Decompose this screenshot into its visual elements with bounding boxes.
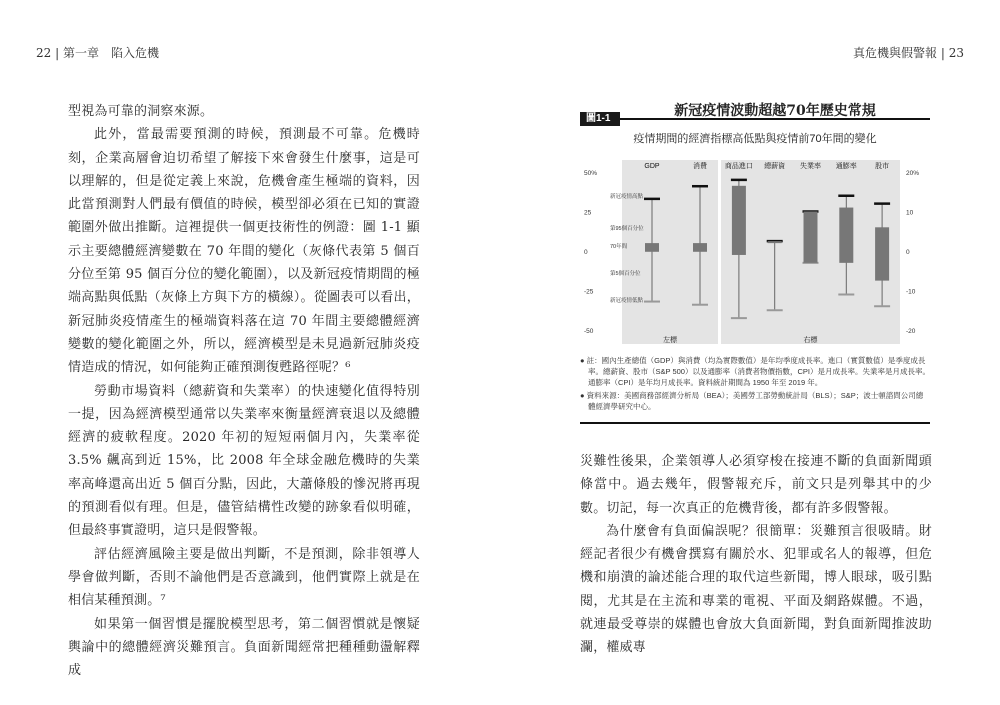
figure-source: ● 資料來源：美國商務部經濟分析局（BEA）；美國勞工部勞動統計局（BLS）；S&P；波士頓諮問公司總體經濟學研究中心。: [580, 391, 924, 411]
y-tick-label: -50: [584, 328, 594, 335]
figure-note: ● 註：國內生產總值（GDP）與消費（均為實際數值）是年均季度成長率。進口（實質數值）是季度成長率。總薪資、股市（S&P 500）以及通膨率（消費者物價指數，CPI）是月成長率。失業率是月成長率。通膨率（CPI）是年均月成長率。資料統計期間為 1950 年至 2019 年。: [580, 356, 930, 387]
figure-1-1: [580, 100, 930, 425]
paragraph: 為什麼會有負面偏誤呢？很簡單：災難預言很吸睛。財經記者很少有機會撰寫有關於水、犯罪或名人的報導，但危機和崩潰的論述能合理的取代這些新聞，博人眼球，吸引點閱，尤其是在主流和專業的電視、平面及網路媒體。不過，就連最受尊崇的媒體也會放大負面新聞，對負面新聞推波助瀾，權威專: [580, 523, 932, 656]
legend-annotation: 70年間: [610, 244, 628, 250]
percentile-box: [732, 186, 746, 255]
y-tick-label: -20: [906, 328, 916, 335]
figure-title-row: [580, 100, 930, 122]
running-header-left: 22 | 第一章 陷入危機: [36, 46, 159, 60]
category-label: 通膨率: [835, 163, 857, 170]
y-tick-label: 50%: [584, 170, 598, 177]
percentile-box: [875, 227, 889, 280]
category-label: 股市: [875, 163, 890, 170]
legend-annotation: 新冠疫情低點: [610, 298, 644, 304]
percentile-box: [804, 212, 818, 263]
y-tick-label: -25: [584, 288, 594, 296]
panel-label: 右標: [803, 337, 818, 344]
figure-subtitle: 疫情期間的經濟指標高低點與疫情前70年間的變化: [633, 133, 877, 145]
legend-annotation: 新冠疫情高點: [610, 194, 644, 200]
y-tick-label: -10: [906, 288, 916, 296]
legend-annotation: 第5個百分位: [610, 271, 641, 277]
paragraph: 型視為可靠的洞察來源。: [68, 104, 214, 119]
paragraph: 評估經濟風險主要是做出判斷，不是預測，除非領導人學會做判斷，否則不論他們是否意識到，他們實際上就是在相信某種預測。⁷: [68, 546, 420, 609]
y-tick-label: 10: [906, 209, 914, 217]
category-label: 失業率: [800, 163, 821, 170]
right-page-body: [580, 450, 932, 660]
percentile-box: [645, 243, 659, 252]
figure-bottom-rule: [580, 422, 930, 424]
category-label: GDP: [644, 163, 660, 170]
legend-annotation: 第95個百分位: [610, 226, 644, 232]
left-page-body: [68, 100, 420, 682]
chart-panel-bg: [622, 160, 718, 344]
paragraph: 此外，當最需要預測的時候，預測最不可靠。危機時刻，企業高層會迫切希望了解接下來會發生什麼事，這是可以理解的，但是從定義上來說，危機會產生極端的資料，因此當預測對人們最有價值的時候，模型卻必須在已知的實證範圍外做出推斷。這裡提供一個更技術性的例證：圖 1-1 顯示主要總體經濟變數在 70 年間的變化（灰條代表第 5 個百分位至第 95 個百分位的變化範圍），以及新冠疫情期間的極端高點與低點（灰條上方與下方的橫線）。從圖表可以看出，新冠肺炎疫情產生的極端資料落在這 70 年間主要總體經濟變數的變化範圍之外，所以，經濟模型是未見過新冠肺炎疫情造成的情況，如何能夠正確預測復甦路徑呢？⁶: [68, 127, 420, 376]
panel-label: 左標: [663, 337, 677, 344]
y-tick-label: 20%: [906, 170, 920, 177]
percentile-box: [768, 241, 782, 243]
paragraph: 災難性後果，企業領導人必須穿梭在接連不斷的負面新聞頭條當中。過去幾年，假警報充斥，前文只是列舉其中的少數。切記，每一次真正的危機背後，都有許多假警報。: [580, 454, 932, 516]
percentile-box: [839, 208, 853, 263]
percentile-box: [693, 243, 707, 252]
category-label: 總薪資: [764, 163, 786, 170]
category-label: 消費: [693, 163, 707, 170]
running-header-right: 真危機與假警報 | 23: [853, 46, 964, 60]
paragraph: 如果第一個習慣是擺脫模型思考，第二個習慣就是懷疑輿論中的總體經濟災難預言。負面新聞經常把種種動盪解釋成: [68, 616, 420, 679]
category-label: 商品進口: [724, 163, 753, 170]
y-tick-label: 0: [584, 249, 588, 256]
figure-notes: [580, 355, 930, 414]
figure-tag: 圖1-1: [580, 112, 620, 126]
paragraph: 勞動市場資料（總薪資和失業率）的快速變化值得特別一提，因為經濟模型通常以失業率來衡量經濟衰退以及總體經濟的疲軟程度。2020 年初的短短兩個月內，失業率從 3.5% 飆高到近 15%，比 2008 年全球金融危機時的失業率高峰還高出近 5 個百分點，因此，大蕭條般的慘況將再現的預測看似有理。但是，儘管結構性改變的跡象看似明確，但最終事實證明，這只是假警報。: [68, 383, 420, 539]
box-chart: [580, 150, 930, 350]
y-tick-label: 25: [584, 209, 592, 217]
y-tick-label: 0: [906, 249, 910, 256]
figure-title: 新冠疫情波動超越70年歷史常規: [674, 103, 876, 119]
